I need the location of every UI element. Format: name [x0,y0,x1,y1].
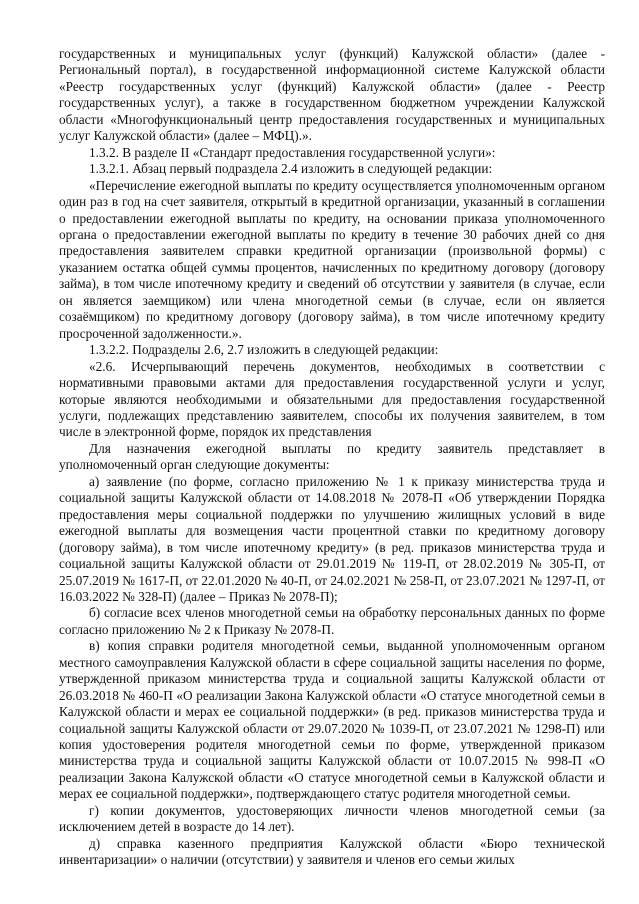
paragraph: д) справка казенного предприятия Калужской области «Бюро технической инвентаризации» о наличии (отсутствии) у заявителя и членов его семьи жилых [59,835,605,868]
paragraph: г) копии документов, удостоверяющих личности членов многодетной семьи (за исключением детей в возрасте до 14 лет). [59,802,605,835]
paragraph: б) согласие всех членов многодетной семьи на обработку персональных данных по форме согласно приложению № 2 к Приказу № 2078-П. [59,605,605,637]
paragraph: 1.3.2.2. Подразделы 2.6, 2.7 изложить в следующей редакции: [89,342,439,358]
paragraph: «Перечисление ежегодной выплаты по кредиту осуществляется уполномоченным органом один раз в год на счет заявителя, открытый в кредитной организации, указанный в соглашении о предоставлении ежегодной выплаты по кредиту, на основании приказа уполномоченного органа о предоставлении ежегодной выплаты по кредиту в течение 30 рабочих дней со дня предоставления заявителем справки кредитной организации (произвольной формы) с указанием остатка общей суммы процентов, начисленных по кредитному договору (договору займа), в том числе ипотечному кредиту и сведений об отсутствии у заявителя (в случае, если он является заемщиком) или члена многодетной семьи (в случае, если он является созаёмщиком) по кредитному договору (договору займа), в том числе ипотечному кредиту просроченной задолженности.». [59,177,605,341]
paragraph: «2.6. Исчерпывающий перечень документов, необходимых в соответствии с нормативными правовыми актами для предоставления государственной услуги и услуг, которые являются необходимыми и обязательными для предоставления государственной услуги, подлежащих представлению заявителем, способы их получения заявителем, в том числе в электронной форме, порядок их представления [59,358,605,440]
paragraph: в) копия справки родителя многодетной семьи, выданной уполномоченным органом местного самоуправления Калужской области в сфере социальной защиты населения по форме, утвержденной приказом министерства труда и социальной защиты Калужской области от 26.03.2018 № 460-П «О реализации Закона Калужской области «О статусе многодетной семьи в Калужской области и мерах ее социальной поддержки» (в ред. приказов министерства труда и социальной защиты Калужской области от 29.07.2020 № 1039-П, от 23.07.2021 № 1298-П) или копия удостоверения родителя многодетной семьи по форме, утвержденной приказом министерства труда и социальной защиты Калужской области от 10.07.2015 № 998-П «О реализации Закона Калужской области «О статусе многодетной семьи в Калужской области и мерах ее социальной поддержки», подтверждающего статус родителя многодетной семьи. [59,638,605,802]
document-body [59,46,605,869]
paragraph: Для назначения ежегодной выплаты по кредиту заявитель представляет в уполномоченный орган следующие документы: [59,440,605,473]
paragraph: а) заявление (по форме, согласно приложению № 1 к приказу министерства труда и социальной защиты Калужской области от 14.08.2018 № 2078-П «Об утверждении Порядка предоставления меры социальной поддержки по улучшению жилищных условий в виде ежегодной выплаты для возмещения части процентной ставки по кредитному договору (договору займа), в том числе ипотечному кредиту» (в ред. приказов министерства труда и социальной защиты Калужской области от 29.01.2019 № 119-П, от 28.02.2019 № 305-П, от 25.07.2019 № 1617-П, от 22.01.2020 № 40-П, от 24.02.2021 № 258-П, от 23.07.2021 № 1297-П, от 16.03.2022 № 328-П) (далее – Приказ № 2078-П); [59,473,605,604]
paragraph: 1.3.2. В разделе II «Стандарт предоставления государственной услуги»: [89,144,496,160]
paragraph: государственных и муниципальных услуг (функций) Калужской области» (далее - Региональный портал), в государственной информационной системе Калужской области «Реестр государственных услуг (функций) Калужской области» (далее - Реестр государственных услуг), а также в государственном бюджетном учреждении Калужской области «Многофункциональный центр предоставления государственных и муниципальных услуг Калужской области» (далее – МФЦ).». [59,46,605,144]
paragraph: 1.3.2.1. Абзац первый подраздела 2.4 изложить в следующей редакции: [89,161,493,177]
